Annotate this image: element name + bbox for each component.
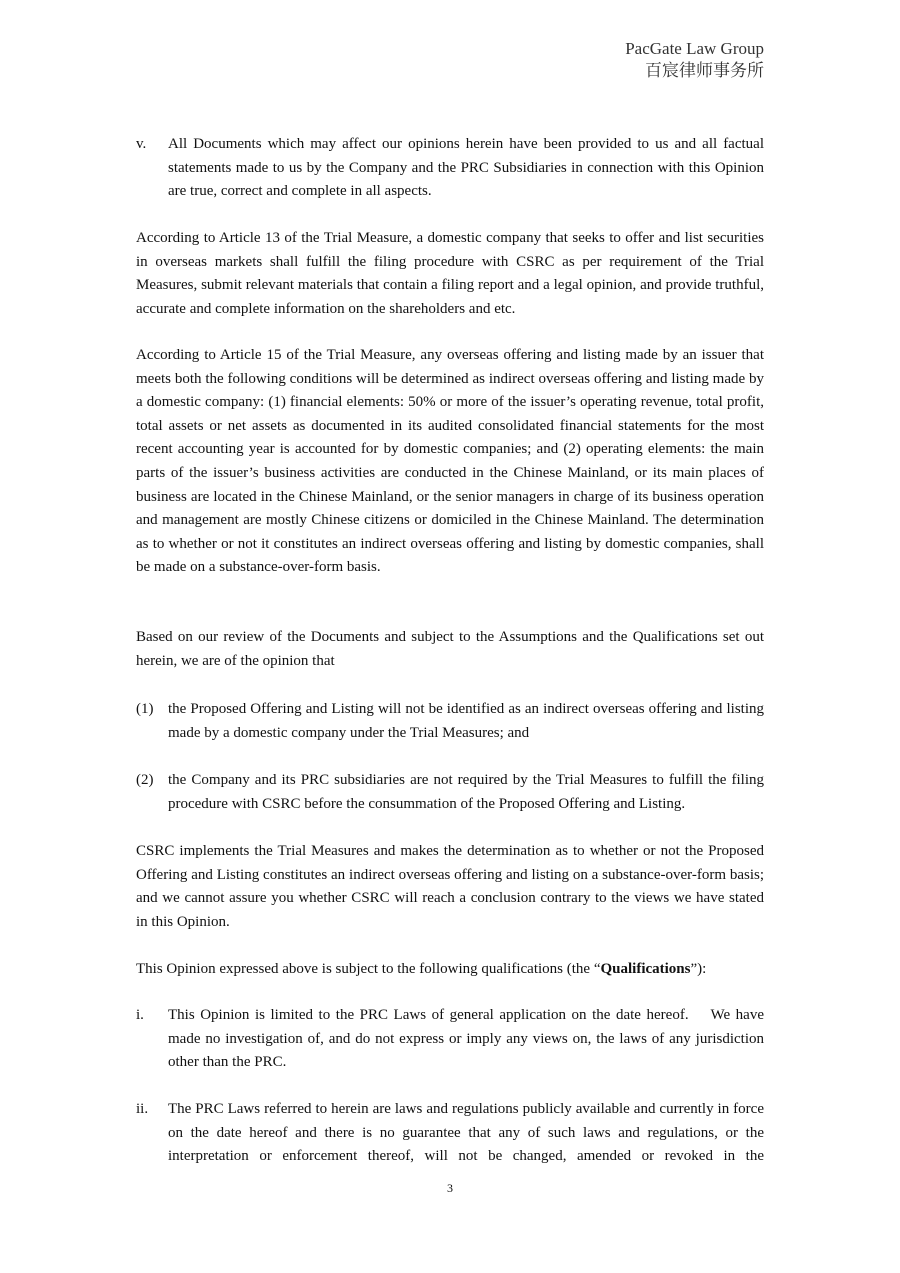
intro-text: This Opinion expressed above is subject to the following qualifications (the “ — [136, 961, 601, 977]
list-text: the Company and its PRC subsidiaries are not required by the Trial Measures to fulfill the filing procedure with CSRC before the consummation of the Proposed Offering and Listing. — [168, 772, 764, 812]
qualifications-intro — [136, 958, 764, 982]
list-label: v. — [136, 136, 147, 152]
letterhead — [625, 38, 764, 82]
list-label: i. — [136, 1007, 144, 1023]
list-text: All Documents which may affect our opinions herein have been provided to us and all factual statements made to us by the Company and the PRC Subsidiaries in connection with this Opinion are true, correct and complete in all aspects. — [168, 136, 764, 200]
paragraph-article-13: According to Article 13 of the Trial Measure, a domestic company that seeks to offer and list securities in overseas markets shall fulfill the filing procedure with CSRC as per requirement of the Trial Measures, submit relevant materials that contain a filing report and a legal opinion, and provide truthful, accurate and complete information on the shareholders and etc. — [136, 230, 764, 317]
opinion-1 — [136, 698, 764, 745]
firm-name-en: PacGate Law Group — [625, 39, 764, 58]
assumption-v — [136, 133, 764, 204]
list-text: the Proposed Offering and Listing will not be identified as an indirect overseas offering and listing made by a domestic company under the Trial Measures; and — [168, 701, 764, 741]
opinion-2 — [136, 769, 764, 816]
firm-name-zh: 百宸律师事务所 — [645, 61, 764, 80]
paragraph-opinion-intro: Based on our review of the Documents and subject to the Assumptions and the Qualifications set out herein, we are of the opinion that — [136, 629, 764, 669]
list-label: (1) — [136, 701, 154, 717]
paragraph-article-15: According to Article 15 of the Trial Measure, any overseas offering and listing made by an issuer that meets both the following conditions will be determined as indirect overseas offering and listing made by a domestic company: (1) financial elements: 50% or more of the issuer’s operating revenue, total profit, total assets or net assets as documented in its audited consolidated financial statements for the most recent accounting year is accounted for by domestic companies; and (2) operating elements: the main parts of the issuer’s business activities are conducted in the Chinese Mainland, or its main places of business are located in the Chinese Mainland, or the senior managers in charge of its business operation and management are mostly Chinese citizens or domiciled in the Chinese Mainland. The determination as to whether or not it constitutes an indirect overseas offering and listing by domestic companies, shall be made on a substance-over-form basis. — [136, 347, 764, 576]
list-text: The PRC Laws referred to herein are laws and regulations publicly available and currently in force on the date hereof and there is no guarantee that any of such laws and regulations, or the interpretation or enforcement thereof, will not be changed, amended or revoked in the — [168, 1101, 764, 1165]
defined-term: Qualifications — [600, 961, 691, 977]
qualification-ii — [136, 1098, 764, 1169]
list-text: This Opinion is limited to the PRC Laws of general application on the date hereof. We have made no investigation of, and do not express or imply any views on, the laws of any jurisdiction other than the PRC. — [168, 1007, 768, 1071]
intro-text-end: ”): — [690, 961, 707, 977]
paragraph-csrc: CSRC implements the Trial Measures and makes the determination as to whether or not the Proposed Offering and Listing constitutes an indirect overseas offering and listing on a substance-over-form basis; and we cannot assure you whether CSRC will reach a conclusion contrary to the views we have stated in this Opinion. — [136, 843, 764, 930]
qualification-i — [136, 1004, 768, 1075]
list-label: (2) — [136, 772, 154, 788]
list-label: ii. — [136, 1101, 149, 1117]
page-number: 3 — [447, 1181, 453, 1195]
